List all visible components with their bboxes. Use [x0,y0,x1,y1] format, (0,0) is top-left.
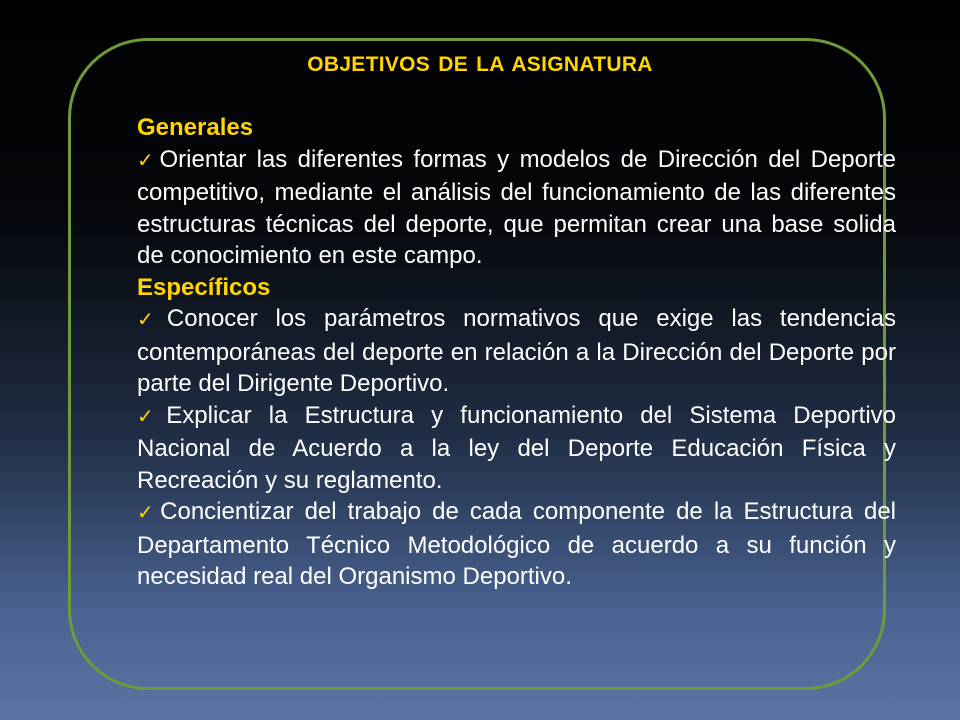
section-heading-generales: Generales [137,114,254,141]
objective-item [137,303,896,400]
checkmark-icon: ✓ [137,405,165,428]
checkmark-icon: ✓ [137,149,158,172]
objective-item [137,496,896,593]
section-heading-especificos: Específicos [137,273,271,301]
slide-title: OBJETIVOS DE LA ASIGNATURA [307,53,653,76]
objective-text: Concientizar del trabajo de cada componente de la Estructura del Departamento Técnico Metodológico de acuerdo a su función y necesidad real del Organismo Deportivo. [137,498,896,590]
objective-text: Orientar las diferentes formas y modelos de Dirección del Deporte competitivo, mediante el análisis del funcionamiento de las diferentes estructuras técnicas del deporte, que permitan crear una base solida de conocimiento en este campo. [137,145,896,269]
checkmark-icon: ✓ [137,502,159,524]
objective-item [137,144,896,272]
objective-text: Explicar la Estructura y funcionamiento del Sistema Deportivo Nacional de Acuerdo a la ley del Deporte Educación Física y Recreación y su reglamento. [137,401,896,494]
objective-item [137,400,896,497]
objectives-content [137,112,896,593]
objective-text: Conocer los parámetros normativos que exige las tendencias contemporáneas del deporte en relación a la Dirección del Deporte por parte del Dirigente Deportivo. [137,305,896,397]
checkmark-icon: ✓ [137,309,165,331]
